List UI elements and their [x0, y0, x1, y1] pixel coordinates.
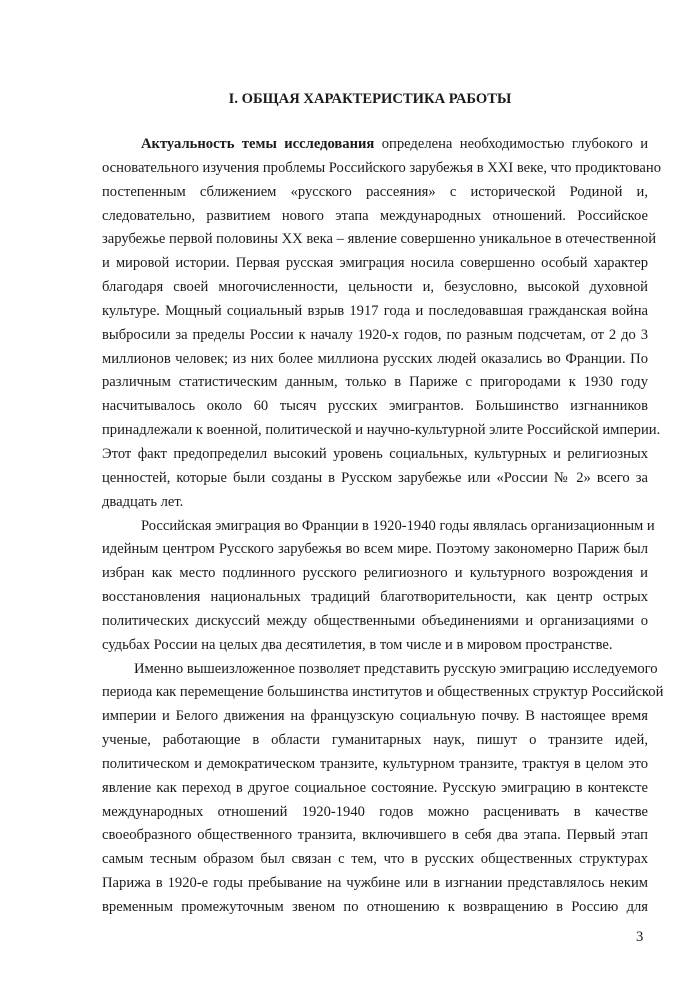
- page-number: 3: [636, 929, 644, 945]
- text-line: временным промежуточным звеном по отношению к возвращению в Россию для: [102, 899, 648, 915]
- text-line: судьбах России на целых два десятилетия, в том числе и в мировом пространстве.: [102, 636, 613, 653]
- paragraph-2: [102, 515, 655, 658]
- text-line: [102, 133, 648, 157]
- text-line: следовательно, развитием нового этапа международных отношений. Российское: [102, 207, 648, 224]
- paragraph-3: [102, 658, 664, 920]
- text-line: зарубежье первой половины XX века – явление совершенно уникальное в отечественной: [102, 231, 657, 248]
- text-line: насчитывалось около 60 тысяч русских эмигрантов. Большинство изгнанников: [102, 398, 648, 415]
- text-line: ценностей, которые были созданы в Русском зарубежье или «России № 2» всего за: [102, 469, 648, 486]
- text-line: культуре. Мощный социальный взрыв 1917 года и последовавшая гражданская война: [102, 302, 648, 319]
- text-line: основательного изучения проблемы Российского зарубежья в XXI веке, что продиктовано: [102, 159, 661, 176]
- text-line: своеобразного общественного транзита, включившего в себя два этапа. Первый этап: [102, 827, 648, 844]
- text-line: политическом и демократическом транзите, культурном транзите, трактуя в целом это: [102, 755, 648, 772]
- paragraph-1: [102, 133, 661, 515]
- text-line: избран как место подлинного русского религиозного и культурного возрождения и: [102, 565, 648, 582]
- text-line: принадлежали к военной, политической и научно-культурной элите Российской империи.: [102, 422, 661, 439]
- text-line: периода как перемещение большинства институтов и общественных структур Российской: [102, 684, 664, 701]
- text-line: Именно вышеизложенное позволяет представить русскую эмиграцию исследуемого: [134, 660, 658, 677]
- line-text: определена необходимостью глубокого и: [374, 136, 649, 152]
- text-line: политических дискуссий между общественными объединениями и организациями о: [102, 612, 648, 629]
- text-line: идейным центром Русского зарубежья во всем мире. Поэтому закономерно Париж был: [102, 541, 648, 558]
- text-line: различным статистическим данным, только в Париже с пригородами к 1930 году: [102, 374, 648, 391]
- text-line: международных отношений 1920-1940 годов можно расценивать в качестве: [102, 803, 648, 820]
- text-line: ученые, работающие в области гуманитарных наук, пишут о транзите идей,: [102, 732, 648, 749]
- text-line: миллионов человек; из них более миллиона русских людей оказались во Франции. По: [102, 350, 648, 367]
- text-line: самым тесным образом был связан с тем, что в русских общественных структурах: [102, 851, 648, 868]
- text-line: постепенным сближением «русского рассеяния» с исторической Родиной и,: [102, 183, 648, 200]
- text-line: и мировой истории. Первая русская эмиграция носила совершенно особый характер: [102, 255, 648, 272]
- text-line: восстановления национальных традиций благотворительности, как центр острых: [102, 589, 648, 606]
- lead-bold-phrase: Актуальность темы исследования: [141, 136, 375, 152]
- text-line: Российская эмиграция во Франции в 1920-1940 годы являлась организационным и: [141, 517, 655, 534]
- text-line: Парижа в 1920-е годы пребывание на чужбине или в изгнании представлялось неким: [102, 875, 648, 892]
- section-title: I. ОБЩАЯ ХАРАКТЕРИСТИКА РАБОТЫ: [228, 91, 512, 107]
- text-line: благодаря своей многочисленности, цельности и, безусловно, высокой духовной: [102, 279, 648, 296]
- text-line: двадцать лет.: [102, 493, 184, 510]
- text-line: явление как переход в другое социальное состояние. Русскую эмиграцию в контексте: [102, 779, 648, 796]
- text-line: империи и Белого движения на французскую социальную почву. В настоящее время: [102, 708, 648, 725]
- text-line: выбросили за пределы России к началу 1920-х годов, по разным подсчетам, от 2 до 3: [102, 326, 648, 343]
- text-line: Этот факт предопределил высокий уровень социальных, культурных и религиозных: [102, 445, 648, 462]
- document-body: [102, 133, 664, 920]
